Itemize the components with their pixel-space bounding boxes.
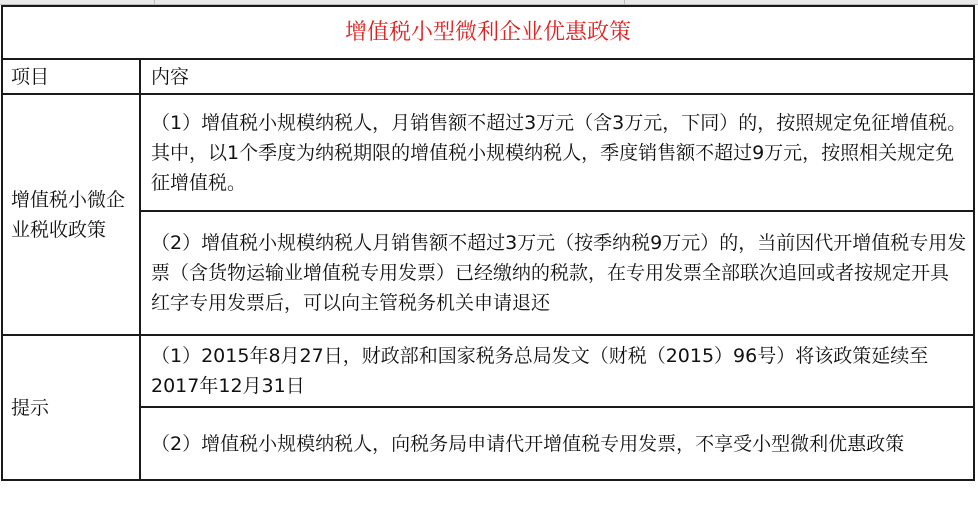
- tip-item-2: （2）增值税小规模纳税人，向税务局申请代开增值税专用发票，不享受小型微利优惠政策: [140, 407, 974, 480]
- header-row: [2, 59, 974, 94]
- table-title: 增值税小型微利企业优惠政策: [2, 6, 974, 59]
- policy-item-1: （1）增值税小规模纳税人，月销售额不超过3万元（含3万元，下同）的，按照规定免征增值税。其中，以1个季度为纳税期限的增值税小规模纳税人，季度销售额不超过9万元，按照相关规定免征增值税。: [140, 94, 974, 211]
- table-row: [2, 211, 974, 335]
- header-content: 内容: [140, 59, 974, 94]
- policy-item-2: （2）增值税小规模纳税人月销售额不超过3万元（按季纳税9万元）的，当前因代开增值税专用发票（含货物运输业增值税专用发票）已经缴纳的税款，在专用发票全部联次追回或者按规定开具红字专用发票后，可以向主管税务机关申请退还: [140, 211, 974, 335]
- table-row: [2, 407, 974, 480]
- section-label-tips: 提示: [2, 335, 140, 480]
- policy-table: [1, 5, 975, 481]
- header-project: 项目: [2, 59, 140, 94]
- table-row: [2, 94, 974, 211]
- section-label-policy: 增值税小微企业税收政策: [2, 94, 140, 335]
- tip-item-1: （1）2015年8月27日，财政部和国家税务总局发文（财税（2015）96号）将该政策延续至2017年12月31日: [140, 335, 974, 407]
- title-row: [2, 6, 974, 59]
- table-row: [2, 335, 974, 407]
